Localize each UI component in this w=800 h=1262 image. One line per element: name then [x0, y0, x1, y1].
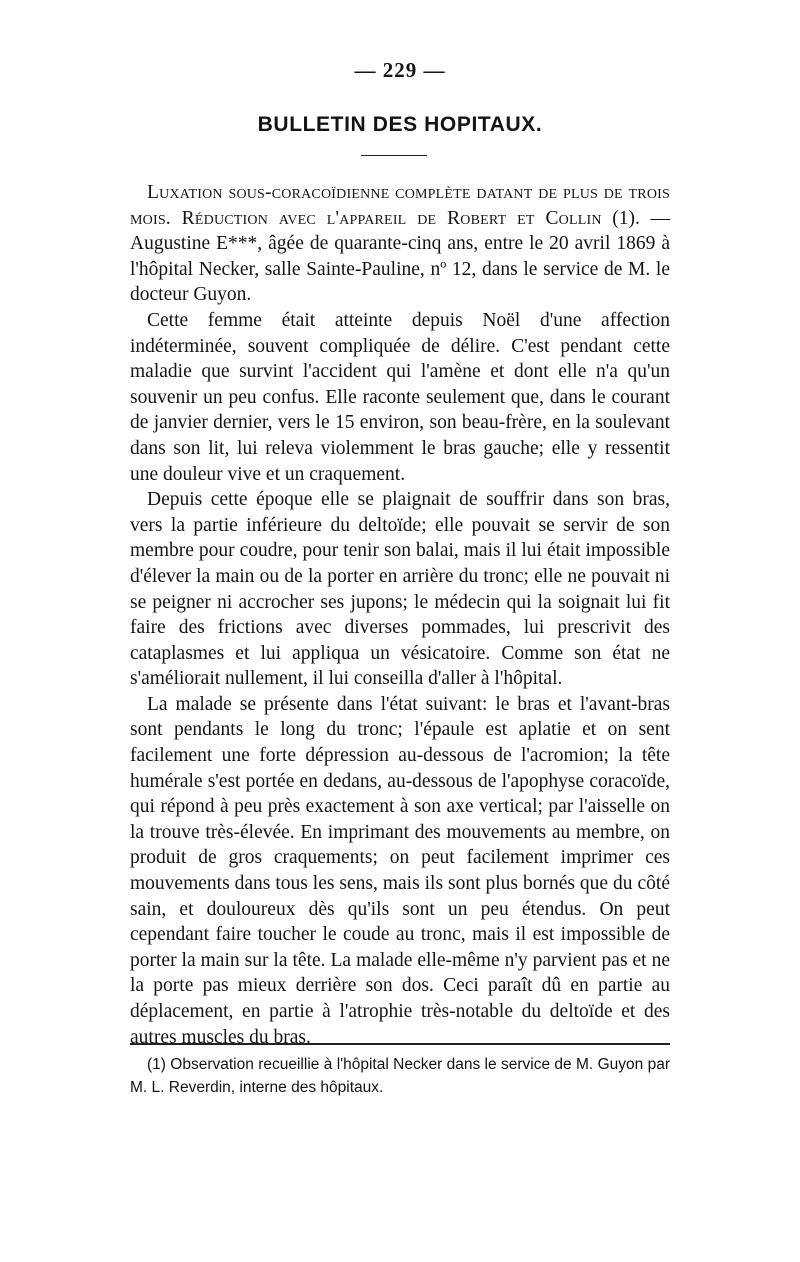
journal-title: BULLETIN DES HOPITAUX.: [257, 113, 543, 136]
article-opening-paragraph: [130, 180, 670, 308]
article-body: [130, 180, 670, 1050]
article-title: Luxation sous-coracoïdienne complète datant de plus de trois mois. Réduction avec l'appareil de Robert et Collin: [130, 182, 670, 229]
article-paragraph: Depuis cette époque elle se plaignait de souffrir dans son bras, vers la partie inférieure du deltoïde; elle pouvait se servir de son membre pour coudre, pour tenir son balai, mais il lui était impossible d'élever la main ou de la porter en arrière du tronc; elle ne pouvait ni se peigner ni accrocher ses jupons; le médecin qui la soignait lui fit faire des frictions avec diverses pommades, lui prescrivit des cataplasmes et lui appliqua un vésicatoire. Comme son état ne s'améliorait nullement, il lui conseilla d'aller à l'hôpital.: [130, 489, 670, 690]
page-number: — 229 —: [354, 58, 446, 82]
title-divider: [361, 155, 427, 156]
footnote-text: (1) Observation recueillie à l'hôpital Necker dans le service de M. Guyon par M. L. Reverdin, interne des hôpitaux.: [130, 1056, 670, 1096]
article-paragraph: Cette femme était atteinte depuis Noël d'une affection indéterminée, souvent compliquée de délire. C'est pendant cette maladie que survint l'accident qui l'amène et dont elle n'a qu'un souvenir un peu confus. Elle raconte seulement que, dans le courant de janvier dernier, vers le 15 environ, son beau-frère, en la soulevant dans son lit, lui releva violemment le bras gauche; elle y ressentit une douleur vive et un craquement.: [130, 309, 670, 485]
footnote-divider: [130, 1043, 670, 1045]
footnote: [130, 1053, 670, 1099]
article-intro: — Augustine E***, âgée de quarante-cinq ans, entre le 20 avril 1869 à l'hôpital Necker, salle Sainte-Pauline, nº 12, dans le service de M. le docteur Guyon.: [130, 207, 671, 306]
footnote-reference: (1).: [612, 207, 640, 229]
article-paragraph: La malade se présente dans l'état suivant: le bras et l'avant-bras sont pendants le long du tronc; l'épaule est aplatie et on sent facilement une forte dépression au-dessous de l'acromion; la tête humérale s'est portée en dedans, au-dessous de l'apophyse coracoïde, qui répond à peu près exactement à son axe vertical; par l'aisselle on la trouve très-élevée. En imprimant des mouvements au membre, on produit de gros craquements; on peut facilement imprimer ces mouvements dans tous les sens, mais ils sont plus bornés que du côté sain, et douloureux dès qu'ils sont un peu étendus. On peut cependant faire toucher le coude au tronc, mais il est impossible de porter la main sur la tête. La malade elle-même n'y parvient pas et ne la porte pas mieux derrière son dos. Ceci paraît dû en partie au déplacement, en partie à l'atrophie très-notable du deltoïde et des autres muscles du bras.: [130, 693, 670, 1048]
